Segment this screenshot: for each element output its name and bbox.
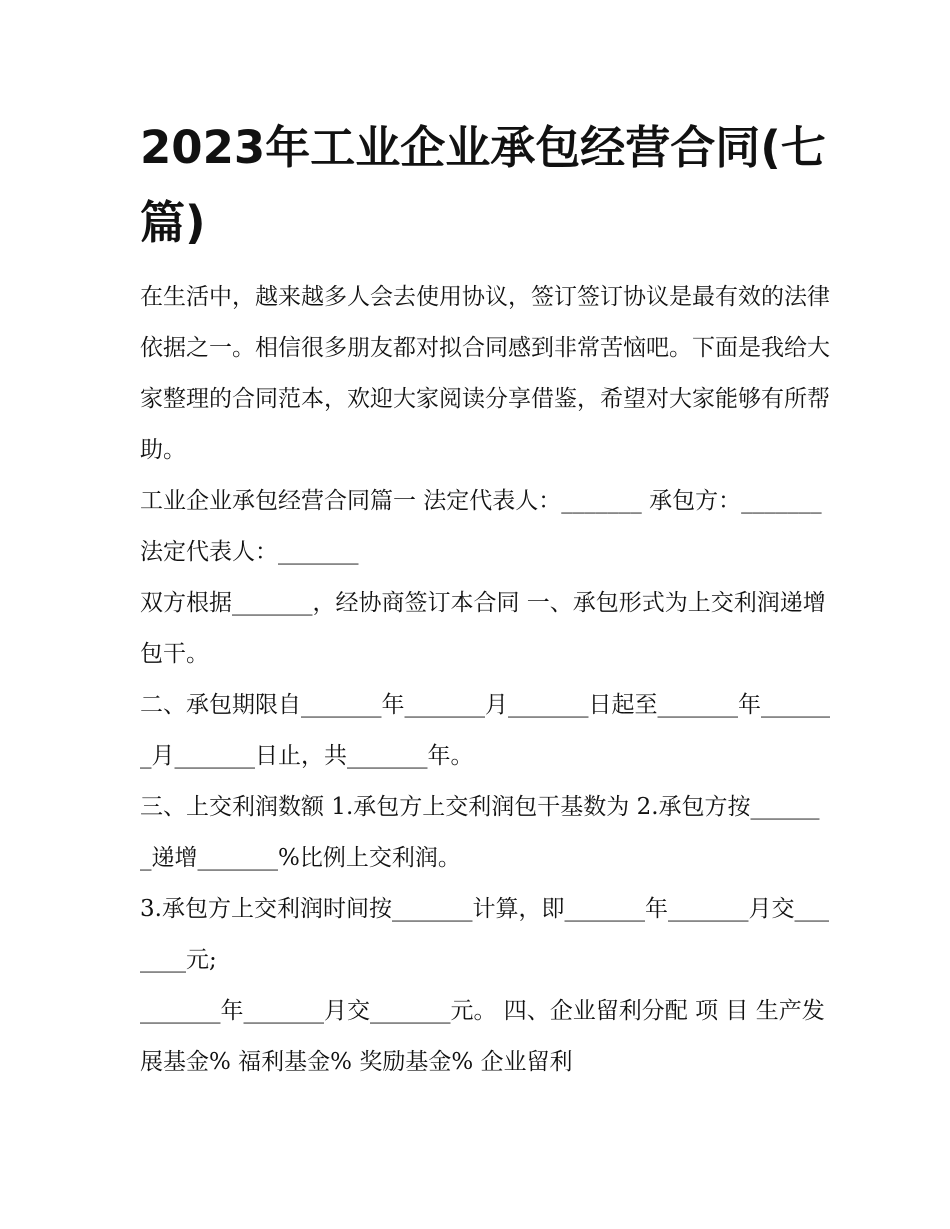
contract-term-paragraph: 二、承包期限自_______年_______月_______日起至_______年_______月_______日止，共_______年。	[140, 692, 830, 769]
profit-schedule-paragraph: 3.承包方上交利润时间按_______计算，即_______年_______月交_______元;	[140, 896, 829, 973]
document-title: 2023年工业企业承包经营合同(七篇)	[140, 121, 826, 249]
profit-distribution-paragraph: _______年_______月交_______元。 四、企业留利分配 项 目 生产发展基金% 福利基金% 奖励基金% 企业留利	[140, 998, 825, 1075]
profit-amount-paragraph: 三、上交利润数额 1.承包方上交利润包干基数为 2.承包方按_______递增_______%比例上交利润。	[140, 794, 820, 871]
contract-parties-paragraph: 工业企业承包经营合同篇一 法定代表人：_______ 承包方：_______ 法定代表人：_______	[140, 488, 822, 565]
intro-paragraph: 在生活中，越来越多人会去使用协议，签订签订协议是最有效的法律依据之一。相信很多朋友都对拟合同感到非常苦恼吧。下面是我给大家整理的合同范本，欢迎大家阅读分享借鉴，希望对大家能够有所帮助。	[140, 284, 830, 463]
contract-form-paragraph: 双方根据_______，经协商签订本合同 一、承包形式为上交利润递增包干。	[140, 590, 826, 667]
document-page	[140, 110, 830, 1088]
